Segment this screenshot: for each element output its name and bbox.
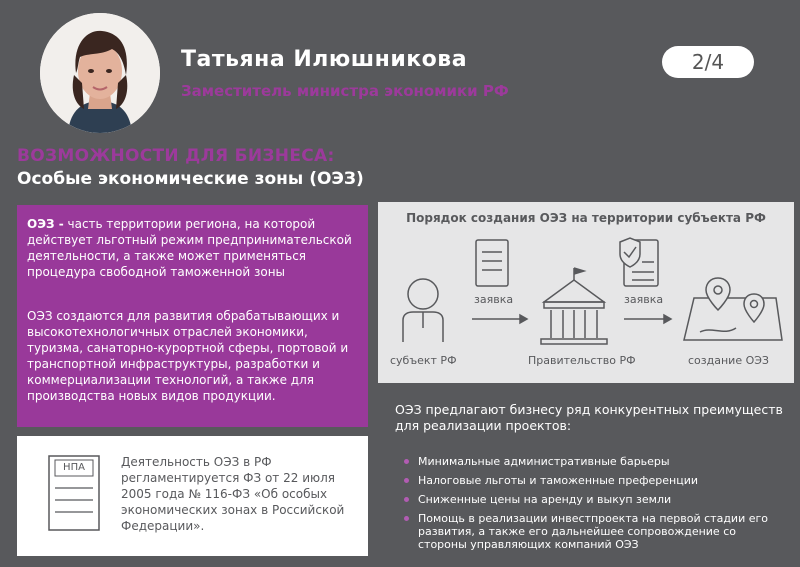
- label-subject: субъект РФ: [390, 354, 457, 367]
- process-title: Порядок создания ОЭЗ на территории субъекта РФ: [406, 211, 766, 225]
- arrow-right-icon: [472, 315, 527, 323]
- section-subtitle: Особые экономические зоны (ОЭЗ): [17, 169, 364, 189]
- speaker-role: Заместитель министра экономики РФ: [181, 82, 509, 100]
- approved-request-icon: [620, 238, 658, 286]
- bullet-icon: [404, 497, 409, 502]
- portrait-photo: [40, 13, 160, 133]
- document-label: НПА: [63, 462, 85, 473]
- label-request-1: заявка: [474, 293, 514, 306]
- definition-text: часть территории региона, на которой действует льготный режим предпринимательской деятельности, а также может применяться процедура свободной таможенной зоны: [27, 217, 352, 279]
- bullet-icon: [404, 478, 409, 483]
- label-government: Правительство РФ: [528, 354, 636, 367]
- arrow-right-icon: [624, 315, 671, 323]
- bullet-icon: [404, 516, 409, 521]
- map-location-icon: [684, 278, 782, 340]
- label-request-2: заявка: [624, 293, 664, 306]
- avatar: [40, 13, 160, 133]
- purpose-paragraph: ОЭЗ создаются для развития обрабатывающих и высокотехнологичных отраслей экономики, туризма, санаторно-курортной сферы, портовой и транспортной инфраструктуры, разработки и коммерциализации технологий, а также для производства новых видов продукции.: [27, 309, 349, 403]
- label-creation: создание ОЭЗ: [688, 354, 769, 367]
- process-diagram: [378, 202, 794, 383]
- definition-box: [17, 205, 368, 427]
- benefits-list: [404, 455, 784, 557]
- person-icon: [403, 279, 443, 342]
- list-item: Налоговые льготы и таможенные преференции: [404, 474, 784, 487]
- definition-term: ОЭЗ -: [27, 217, 64, 231]
- npa-box: [17, 436, 368, 556]
- request-icon: [476, 240, 508, 286]
- speaker-name: Татьяна Илюшникова: [181, 47, 468, 72]
- section-title: ВОЗМОЖНОСТИ ДЛЯ БИЗНЕСА:: [17, 146, 335, 166]
- page-counter: 2/4: [662, 46, 754, 78]
- government-building-icon: [541, 268, 607, 344]
- list-item: Минимальные административные барьеры: [404, 455, 784, 468]
- list-item: Сниженные цены на аренду и выкуп земли: [404, 493, 784, 506]
- definition-paragraph: [27, 216, 358, 280]
- document-icon: [47, 454, 101, 532]
- bullet-icon: [404, 459, 409, 464]
- npa-text: Деятельность ОЭЗ в РФ регламентируется ФЗ от 22 июля 2005 года № 116-ФЗ «Об особых экономических зонах в Российской Федерации».: [121, 455, 345, 533]
- benefits-intro: ОЭЗ предлагают бизнесу ряд конкурентных преимуществ для реализации проектов:: [395, 402, 783, 433]
- list-item: Помощь в реализации инвестпроекта на первой стадии его развития, а также его дальнейшее сопровождение со стороны управляющих компаний ОЭЗ: [404, 512, 784, 551]
